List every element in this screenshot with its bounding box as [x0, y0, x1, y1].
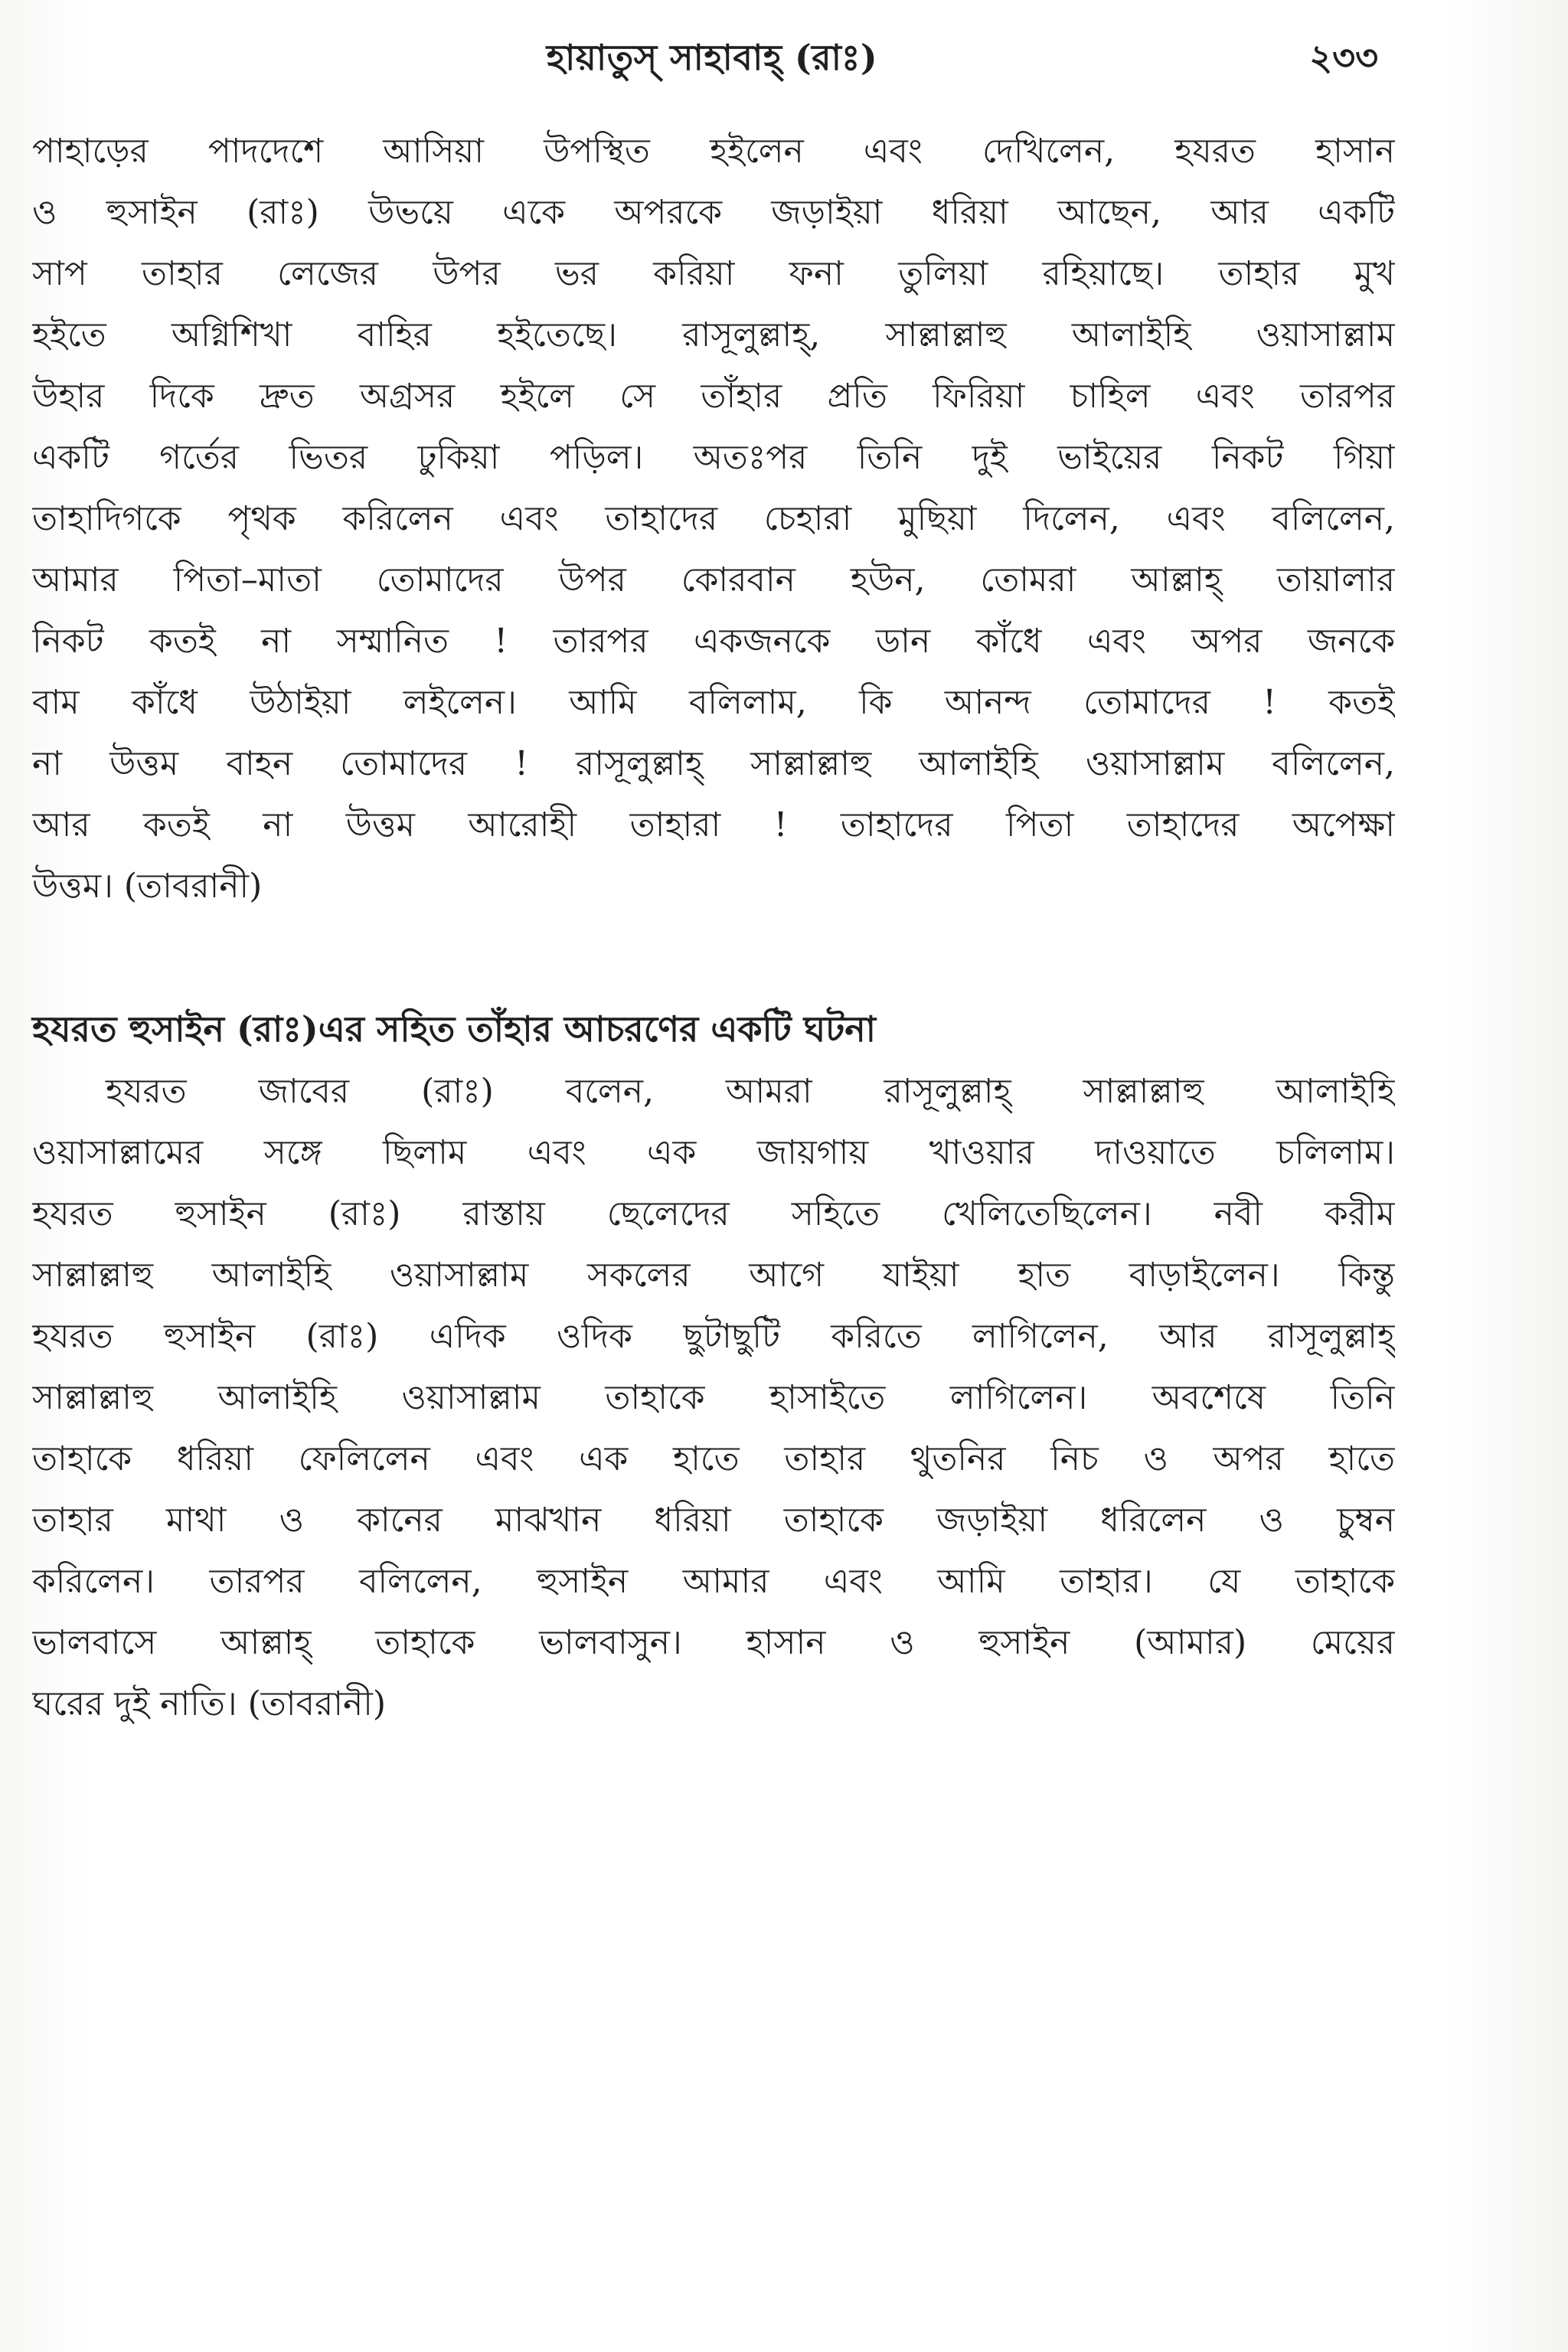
- text-line: আর কতই না উত্তম আরোহী তাহারা ! তাহাদের পিতা তাহাদের অপেক্ষা: [32, 805, 1395, 844]
- book-title: হায়াতুস্ সাহাবাহ্ (রাঃ): [546, 37, 878, 78]
- text-line: ও হুসাইন (রাঃ) উভয়ে একে অপরকে জড়াইয়া ধরিয়া আছেন, আর একটি: [32, 193, 1395, 232]
- text-line: সাল্লাল্লাহু আলাইহি ওয়াসাল্লাম তাহাকে হাসাইতে লাগিলেন। অবশেষে তিনি: [32, 1378, 1395, 1417]
- text-line: উহার দিকে দ্রুত অগ্রসর হইলে সে তাঁহার প্রতি ফিরিয়া চাহিল এবং তারপর: [32, 377, 1395, 416]
- running-header: [31, 23, 1393, 92]
- text-line: পাহাড়ের পাদদেশে আসিয়া উপস্থিত হইলেন এবং দেখিলেন, হযরত হাসান: [32, 132, 1395, 171]
- text-line: ভালবাসে আল্লাহ্ তাহাকে ভালবাসুন। হাসান ও হুসাইন (আমার) মেয়ের: [32, 1623, 1395, 1662]
- text-line: একটি গর্তের ভিতর ঢুকিয়া পড়িল। অতঃপর তিনি দুই ভাইয়ের নিকট গিয়া: [32, 438, 1395, 477]
- text-line: না উত্তম বাহন তোমাদের ! রাসূলুল্লাহ্ সাল্লাল্লাহু আলাইহি ওয়াসাল্লাম বলিলেন,: [32, 744, 1395, 783]
- text-line: হযরত জাবের (রাঃ) বলেন, আমরা রাসূলুল্লাহ্ সাল্লাল্লাহু আলাইহি: [106, 1072, 1395, 1111]
- text-line: হইতে অগ্নিশিখা বাহির হইতেছে। রাসূলুল্লাহ্, সাল্লাল্লাহু আলাইহি ওয়াসাল্লাম: [32, 315, 1395, 354]
- text-line: তাহাদিগকে পৃথক করিলেন এবং তাহাদের চেহারা মুছিয়া দিলেন, এবং বলিলেন,: [32, 499, 1395, 538]
- section-spacer: [32, 917, 1395, 997]
- paragraph-continued: [32, 121, 1395, 917]
- text-line: তাহাকে ধরিয়া ফেলিলেন এবং এক হাতে তাহার থুতনির নিচ ও অপর হাতে: [32, 1439, 1395, 1478]
- text-line: করিলেন। তারপর বলিলেন, হুসাইন আমার এবং আমি তাহার। যে তাহাকে: [32, 1562, 1395, 1601]
- page-body: [32, 121, 1395, 1735]
- text-line: তাহার মাথা ও কানের মাঝখান ধরিয়া তাহাকে জড়াইয়া ধরিলেন ও চুম্বন: [32, 1501, 1395, 1540]
- text-line: সাপ তাহার লেজের উপর ভর করিয়া ফনা তুলিয়া রহিয়াছে। তাহার মুখ: [32, 254, 1395, 293]
- text-line: ওয়াসাল্লামের সঙ্গে ছিলাম এবং এক জায়গায় খাওয়ার দাওয়াতে চলিলাম।: [32, 1133, 1395, 1172]
- text-line: বাম কাঁধে উঠাইয়া লইলেন। আমি বলিলাম, কি আনন্দ তোমাদের ! কতই: [32, 683, 1395, 722]
- paragraph: [32, 1061, 1395, 1735]
- text-line: নিকট কতই না সম্মানিত ! তারপর একজনকে ডান কাঁধে এবং অপর জনকে: [32, 622, 1395, 661]
- text-line: সাল্লাল্লাহু আলাইহি ওয়াসাল্লাম সকলের আগে যাইয়া হাত বাড়াইলেন। কিন্তু: [32, 1256, 1395, 1295]
- text-line: ঘরের দুই নাতি। (তাবরানী): [32, 1684, 386, 1723]
- text-line: আমার পিতা–মাতা তোমাদের উপর কোরবান হউন, তোমরা আল্লাহ্ তায়ালার: [32, 560, 1395, 599]
- text-line: হযরত হুসাইন (রাঃ) রাস্তায় ছেলেদের সহিতে খেলিতেছিলেন। নবী করীম: [32, 1194, 1395, 1233]
- text-line: হযরত হুসাইন (রাঃ) এদিক ওদিক ছুটাছুটি করিতে লাগিলেন, আর রাসূলুল্লাহ্: [32, 1317, 1395, 1356]
- page-number: ২৩৩: [1309, 37, 1378, 78]
- section-heading: হযরত হুসাইন (রাঃ)এর সহিত তাঁহার আচরণের একটি ঘটনা: [32, 1008, 877, 1050]
- text-line: উত্তম। (তাবরানী): [32, 867, 263, 906]
